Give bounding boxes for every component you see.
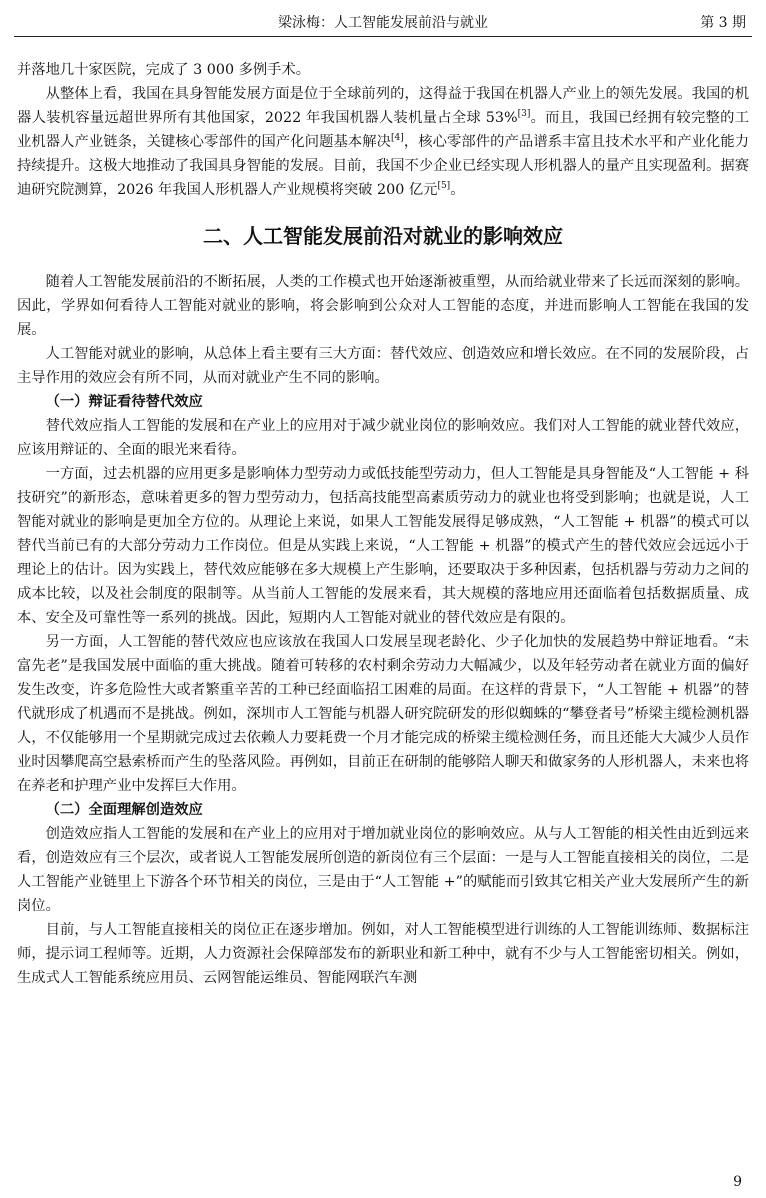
paragraph-text: 。而且，我国已经拥有较完整的工业机器人产业链条，关键核心零部件的国产化问题基本解决 xyxy=(17,110,749,150)
paragraph: 替代效应指人工智能的发展和在产业上的应用对于减少就业岗位的影响效应。我们对人工智能的就业替代效应，应该用辩证的、全面的眼光来看待。 xyxy=(17,418,749,458)
citation-ref[interactable]: [4] xyxy=(391,133,404,143)
citation-ref[interactable]: [3] xyxy=(517,109,531,119)
header-issue: 第 3 期 xyxy=(700,15,746,31)
paragraph: 创造效应指人工智能的发展和在产业上的应用对于增加就业岗位的影响效应。从与人工智能的相关性由近到远来看，创造效应有三个层次，或者说人工智能发展所创造的新岗位有三个层面：一是与人工智能直接相关的岗位，二是人工智能产业链里上下游各个环节相关的岗位，三是由于“人工智能 +”的赋能而引致其它相关产业大发展所产生的新岗位。 xyxy=(17,826,749,914)
running-header xyxy=(14,10,752,37)
paragraph-embodied-ai xyxy=(17,82,749,202)
paragraph: 随着人工智能发展前沿的不断拓展，人类的工作模式也开始逐渐被重塑，从而给就业带来了长远而深刻的影响。因此，学界如何看待人工智能对就业的影响，将会影响到公众对人工智能的态度，并进而影响人工智能在我国的发展。 xyxy=(17,274,749,338)
subsection-heading: （一）辩证看待替代效应 xyxy=(45,394,203,410)
paragraph: 目前，与人工智能直接相关的岗位正在逐步增加。例如，对人工智能模型进行训练的人工智能训练师、数据标注师，提示词工程师等。近期，人力资源社会保障部发布的新职业和新工种中，就有不少与人工智能密切相关。例如，生成式人工智能系统应用员、云网智能运维员、智能网联汽车测 xyxy=(17,922,749,986)
page-number: 9 xyxy=(733,1174,742,1190)
paragraph: 另一方面，人工智能的替代效应也应该放在我国人口发展呈现老龄化、少子化加快的发展趋势中辩证地看。“未富先老”是我国发展中面临的重大挑战。随着可转移的农村剩余劳动力大幅减少，以及年轻劳动者在就业方面的偏好发生改变，许多危险性大或者繁重辛苦的工种已经面临招工困难的局面。在这样的背景下，“人工智能 + 机器”的替代就形成了机遇而不是挑战。例如，深圳市人工智能与机器人研究院研发的形似蜘蛛的“攀登者号”桥梁主缆检测机器人，不仅能够用一个星期就完成过去依赖人力要耗费一个月才能完成的桥梁主缆检测任务，而且还能大大减少人员作业时因攀爬高空悬索桥而产生的坠落风险。再例如，目前正在研制的能够陪人聊天和做家务的人形机器人，未来也将在养老和护理产业中发挥巨大作用。 xyxy=(17,634,749,794)
paragraph: 人工智能对就业的影响，从总体上看主要有三大方面：替代效应、创造效应和增长效应。在不同的发展阶段，占主导作用的效应会有所不同，从而对就业产生不同的影响。 xyxy=(17,346,749,386)
paragraph-text: 从整体上看，我国在具身智能发展方面是位于全球前列的，这得益于我国在机器人产业上的领先发展。我国的机器人装机容量远超世界所有其他国家，2022 年我国机器人装机量占全球 53% xyxy=(17,86,749,126)
paragraph-text: ，核心零部件的产品谱系丰富且技术水平和产业化能力持续提升。这极大地推动了我国具身智能的发展。目前，我国不少企业已经实现人形机器人的量产且实现盈利。据赛迪研究院测算，2026 年我国人形机器人产业规模将突破 200 亿元 xyxy=(17,134,750,198)
paragraph-text: 。 xyxy=(450,182,465,198)
subsection-heading: （二）全面理解创造效应 xyxy=(45,802,203,818)
article-body xyxy=(17,58,749,990)
paragraph: 一方面，过去机器的应用更多是影响体力型劳动力或低技能型劳动力，但人工智能是具身智能及“人工智能 + 科技研究”的新形态，意味着更多的智力型劳动力，包括高技能型高素质劳动力的就业也将受到影响；也就是说，人工智能对就业的影响是更加全方位的。从理论上来说，如果人工智能发展得足够成熟，“人工智能 + 机器”的模式可以替代当前已有的大部分劳动力工作岗位。但是从实践上来说，“人工智能 + 机器”的模式产生的替代效应会远远小于理论上的估计。因为实践上，替代效应能够在多大规模上产生影响，还要取决于多种因素，包括机器与劳动力之间的成本比较，以及社会制度的限制等。从当前人工智能的发展来看，其大规模的落地应用还面临着包括数据质量、成本、安全及可靠性等一系列的挑战。因此，短期内人工智能对就业的替代效应是有限的。 xyxy=(17,466,749,626)
header-title: 梁泳梅：人工智能发展前沿与就业 xyxy=(278,15,488,31)
section-heading: 二、人工智能发展前沿对就业的影响效应 xyxy=(203,224,563,248)
citation-ref[interactable]: [5] xyxy=(437,181,451,191)
paragraph-continuation: 并落地几十家医院，完成了 3 000 多例手术。 xyxy=(17,62,311,78)
